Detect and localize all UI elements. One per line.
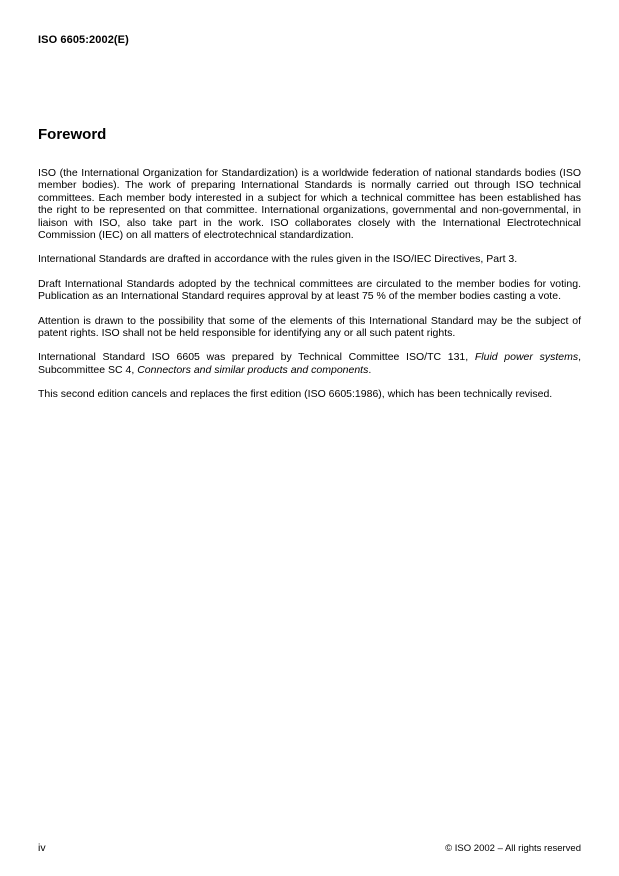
document-reference: ISO 6605:2002(E) <box>38 34 129 46</box>
foreword-section <box>38 126 581 413</box>
page-header <box>38 30 581 48</box>
paragraph-patent-rights: Attention is drawn to the possibility that some of the elements of this International Standard may be the subject of patent rights. ISO shall not be held responsible for identifying any or all such patent rights. <box>38 314 581 340</box>
paragraph-committee <box>38 351 581 376</box>
page-footer <box>38 842 581 854</box>
subcommittee-name-italic: Connectors and similar products and components <box>137 363 369 376</box>
section-title: Foreword <box>38 126 107 143</box>
committee-sentence-period: . <box>368 363 372 376</box>
copyright-notice: © ISO 2002 – All rights reserved <box>445 843 581 854</box>
subcommittee-text: , Subcommittee SC 4, <box>38 351 581 376</box>
paragraph-voting: Draft International Standards adopted by the technical committees are circulated to the member bodies for voting. Publication as an International Standard requires approval by at least 75 % of the member bodies casting a vote. <box>38 277 581 303</box>
paragraph-edition-note: This second edition cancels and replaces the first edition (ISO 6605:1986), which has been technically revised. <box>38 388 553 401</box>
paragraph-iso-federation: ISO (the International Organization for Standardization) is a worldwide federation of national standards bodies (ISO member bodies). The work of preparing International Standards is normally carried out through ISO technical committees. Each member body interested in a subject for which a technical committee has been established has the right to be represented on that committee. International organizations, governmental and non-governmental, in liaison with ISO, also take part in the work. ISO collaborates closely with the International Electrotechnical Commission (IEC) on all matters of electrotechnical standardization. <box>38 167 581 242</box>
paragraph-directives: International Standards are drafted in accordance with the rules given in the ISO/IEC Directives, Part 3. <box>38 253 518 266</box>
committee-name-italic: Fluid power systems <box>474 351 579 364</box>
page-number: iv <box>38 842 46 854</box>
committee-text-lead: International Standard ISO 6605 was prepared by Technical Committee ISO/TC 131, <box>38 351 475 364</box>
